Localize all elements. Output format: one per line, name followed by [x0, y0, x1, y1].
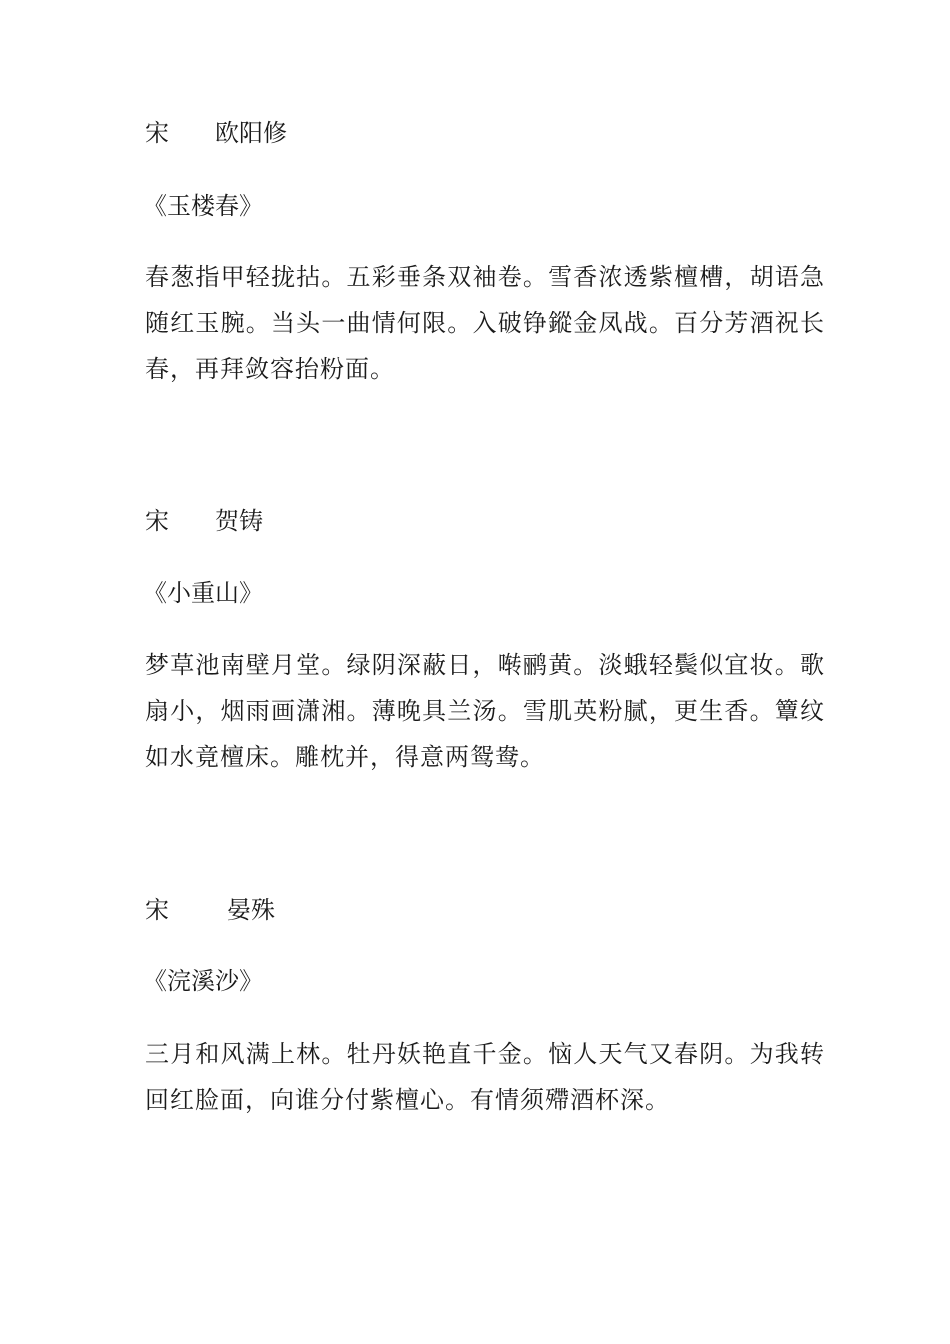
poem-2-author: 贺铸 [215, 507, 263, 535]
poem-1-dynasty: 宋 [145, 119, 169, 147]
poem-1-author: 欧阳修 [215, 119, 287, 147]
poem-3-author: 晏殊 [227, 896, 275, 924]
poem-3-text: 三月和风满上林。牡丹妖艳直千金。恼人天气又春阴。为我转回红脸面，向谁分付紫檀心。有情须殢酒杯深。 [145, 1040, 825, 1114]
poem-1-text: 春葱指甲轻拢拈。五彩垂条双袖卷。雪香浓透紫檀槽，胡语急随红玉腕。当头一曲情何限。入破铮鏦金凤战。百分芳酒祝长春，再拜敛容抬粉面。 [145, 263, 825, 383]
poem-2-text: 梦草池南壁月堂。绿阴深蔽日，啭鹂黄。淡蛾轻鬓似宜妆。歌扇小，烟雨画潇湘。薄晚具兰汤。雪肌英粉腻，更生香。簟纹如水竟檀床。雕枕并，得意两鸳鸯。 [145, 651, 825, 771]
poem-1-byline [145, 118, 287, 148]
poem-3-byline [145, 895, 275, 925]
poem-3-title: 《浣溪沙》 [143, 967, 263, 995]
poem-3-dynasty: 宋 [145, 896, 169, 924]
poem-2-byline [145, 506, 263, 536]
poem-1-title: 《玉楼春》 [143, 192, 263, 220]
poem-2-dynasty: 宋 [145, 507, 169, 535]
poem-2-title: 《小重山》 [143, 579, 263, 607]
